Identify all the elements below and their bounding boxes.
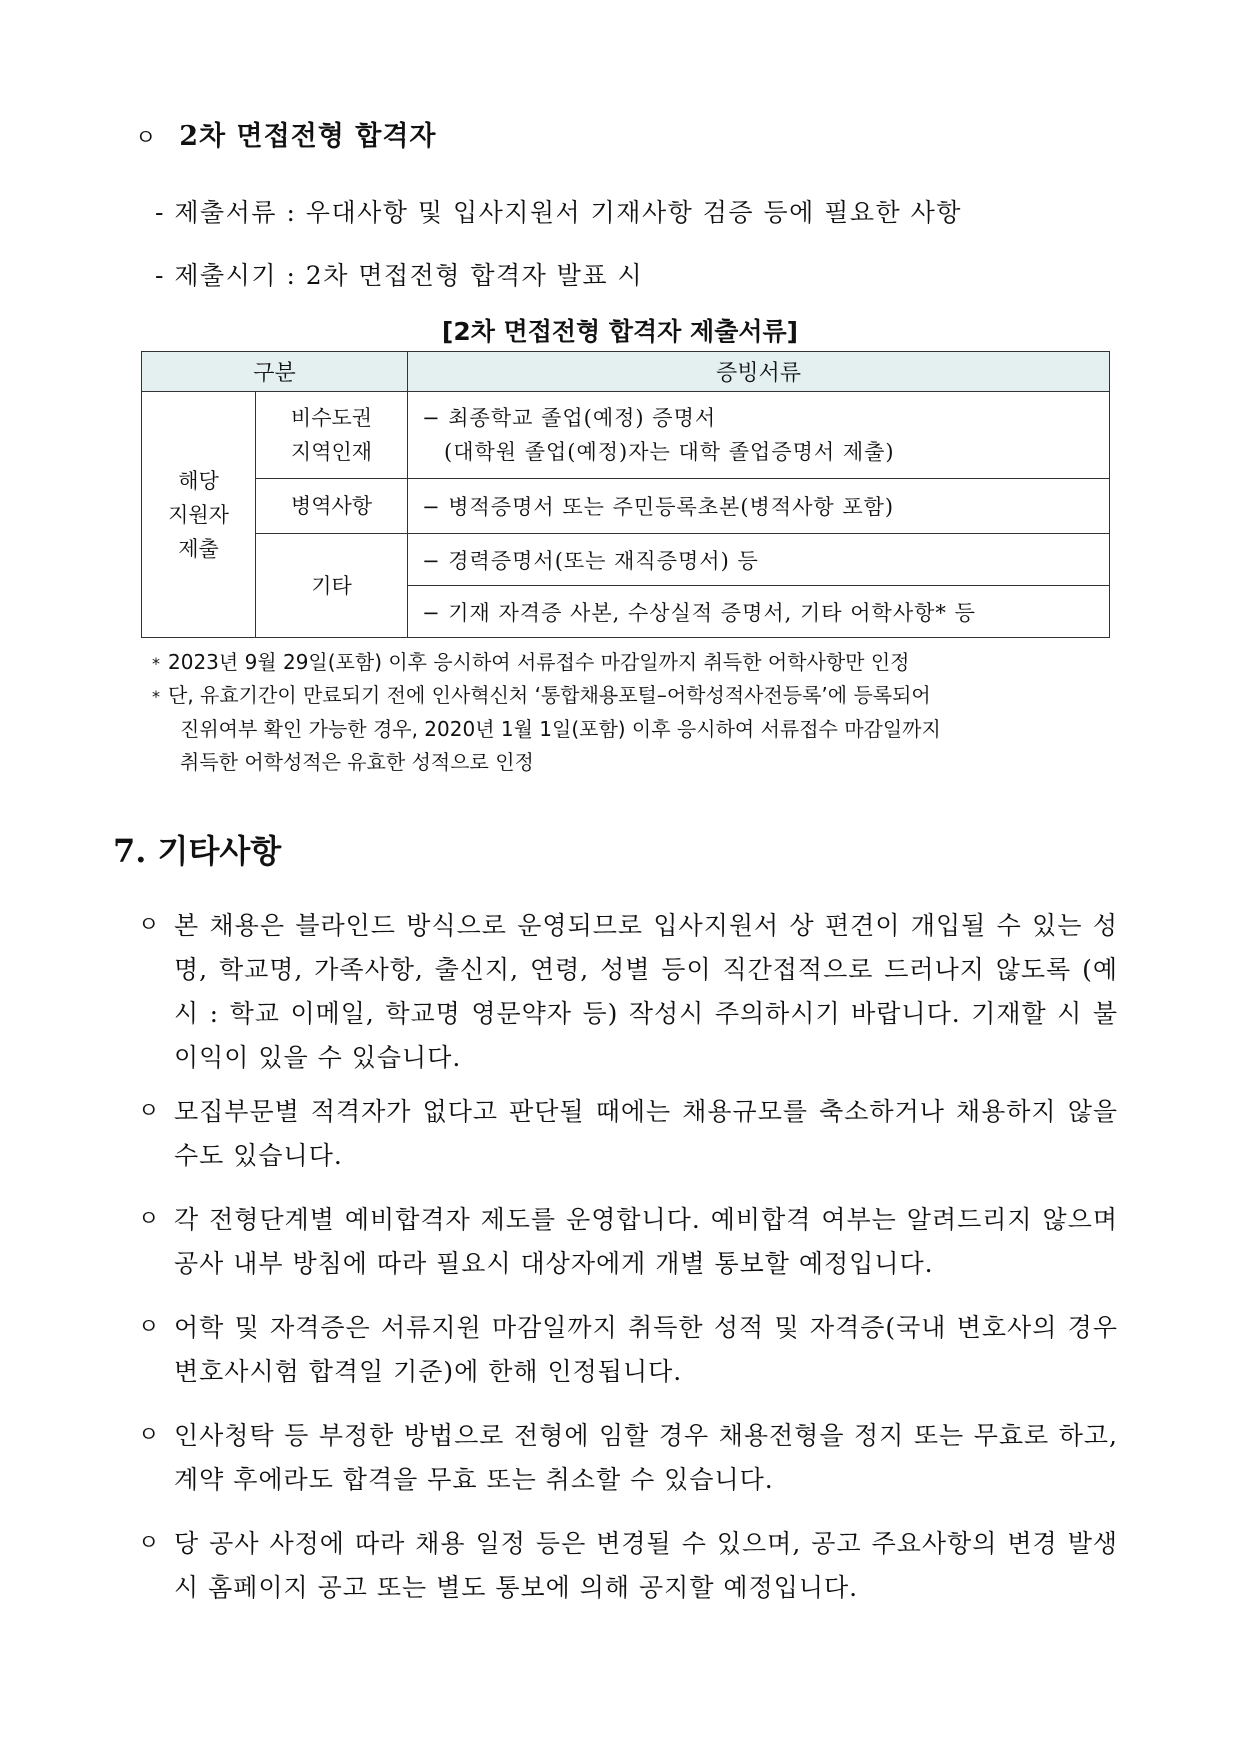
paragraph-text: 모집부문별 적격자가 없다고 판단될 때에는 채용규모를 축소하거나 채용하지 않을 수도 있습니다.: [174, 1097, 1118, 1170]
circle-bullet: ㅇ: [138, 1207, 161, 1232]
docs-cell: − 경력증명서(또는 재직증명서) 등: [408, 534, 1110, 586]
group-label-line: 해당: [178, 468, 219, 493]
category-line: 지역인재: [290, 440, 373, 464]
notice-paragraph: [138, 1090, 1118, 1178]
asterisk-mark: *: [152, 687, 160, 706]
docs-cell: − 병적증명서 또는 주민등록초본(병적사항 포함): [408, 479, 1110, 534]
asterisk-mark: *: [152, 654, 160, 673]
doc-line: − 최종학교 졸업(예정) 증명서: [422, 406, 717, 430]
docs-cell: − 기재 자격증 사본, 수상실적 증명서, 기타 어학사항* 등: [408, 586, 1110, 638]
note-text: 취득한 어학성적은 유효한 성적으로 인정: [180, 750, 534, 774]
category-cell: 기타: [256, 534, 408, 638]
circle-bullet: ㅇ: [138, 1423, 161, 1448]
note-text: 진위여부 확인 가능한 경우, 2020년 1월 1일(포함) 이후 응시하여 서류접수 마감일까지: [180, 717, 941, 741]
header-category: 구분: [142, 352, 408, 392]
submission-docs-line: - 제출서류 : 우대사항 및 입사지원서 기재사항 검증 등에 필요한 사항: [155, 198, 962, 227]
note-text: 단, 유효기간이 만료되기 전에 인사혁신처 ‘통합채용포털–어학성적사전등록’에 등록되어: [168, 683, 931, 707]
paragraph-text: 어학 및 자격증은 서류지원 마감일까지 취득한 성적 및 자격증(국내 변호사의 경우 변호사시험 합격일 기준)에 한해 인정됩니다.: [174, 1313, 1118, 1386]
note-text: 2023년 9월 29일(포함) 이후 응시하여 서류접수 마감일까지 취득한 어학사항만 인정: [168, 650, 910, 674]
note-language-scores: [152, 646, 910, 680]
header-docs: 증빙서류: [408, 352, 1110, 392]
notice-paragraph: [138, 904, 1118, 1080]
table-caption: [2차 면접전형 합격자 제출서류]: [441, 317, 799, 346]
note-validity: [152, 679, 941, 779]
interview-section-heading: [135, 114, 437, 153]
circle-bullet: ㅇ: [135, 126, 158, 151]
group-label-line: 지원자: [168, 502, 229, 527]
category-cell: [256, 392, 408, 479]
table-header-row: [142, 352, 1110, 392]
group-label-line: 제출: [178, 536, 219, 561]
paragraph-text: 각 전형단계별 예비합격자 제도를 운영합니다. 예비합격 여부는 알려드리지 않으며 공사 내부 방침에 따라 필요시 대상자에게 개별 통보할 예정입니다.: [174, 1205, 1118, 1278]
paragraph-text: 인사청탁 등 부정한 방법으로 전형에 임할 경우 채용전형을 정지 또는 무효로 하고, 계약 후에라도 합격을 무효 또는 취소할 수 있습니다.: [174, 1421, 1118, 1494]
category-cell: 병역사항: [256, 479, 408, 534]
doc-line: (대학원 졸업(예정)자는 대학 졸업증명서 제출): [444, 440, 895, 464]
interview-section-title: 2차 면접전형 합격자: [179, 121, 437, 152]
circle-bullet: ㅇ: [138, 1099, 161, 1124]
notice-paragraph: [138, 1414, 1118, 1502]
notice-paragraph: [138, 1522, 1118, 1610]
table-row: [142, 392, 1110, 479]
notice-paragraph: [138, 1306, 1118, 1394]
paragraph-text: 당 공사 사정에 따라 채용 일정 등은 변경될 수 있으며, 공고 주요사항의 변경 발생 시 홈페이지 공고 또는 별도 통보에 의해 공지할 예정입니다.: [174, 1529, 1118, 1602]
circle-bullet: ㅇ: [138, 1531, 161, 1556]
circle-bullet: ㅇ: [138, 913, 161, 938]
category-line: 비수도권: [290, 406, 373, 430]
table-row: [142, 534, 1110, 586]
paragraph-text: 본 채용은 블라인드 방식으로 운영되므로 입사지원서 상 편견이 개입될 수 있는 성명, 학교명, 가족사항, 출신지, 연령, 성별 등이 직간접적으로 드러나지 않도록 (예시 : 학교 이메일, 학교명 영문약자 등) 작성시 주의하시기 바랍니다. 기재할 시 불이익이 있을 수 있습니다.: [174, 911, 1118, 1072]
group-label-cell: [142, 392, 256, 638]
docs-cell: [408, 392, 1110, 479]
submission-time-line: - 제출시기 : 2차 면접전형 합격자 발표 시: [155, 261, 644, 290]
notice-paragraph: [138, 1198, 1118, 1286]
circle-bullet: ㅇ: [138, 1315, 161, 1340]
table-row: [142, 479, 1110, 534]
section-7-title: 7. 기타사항: [113, 832, 282, 870]
submission-docs-table: [141, 351, 1110, 638]
